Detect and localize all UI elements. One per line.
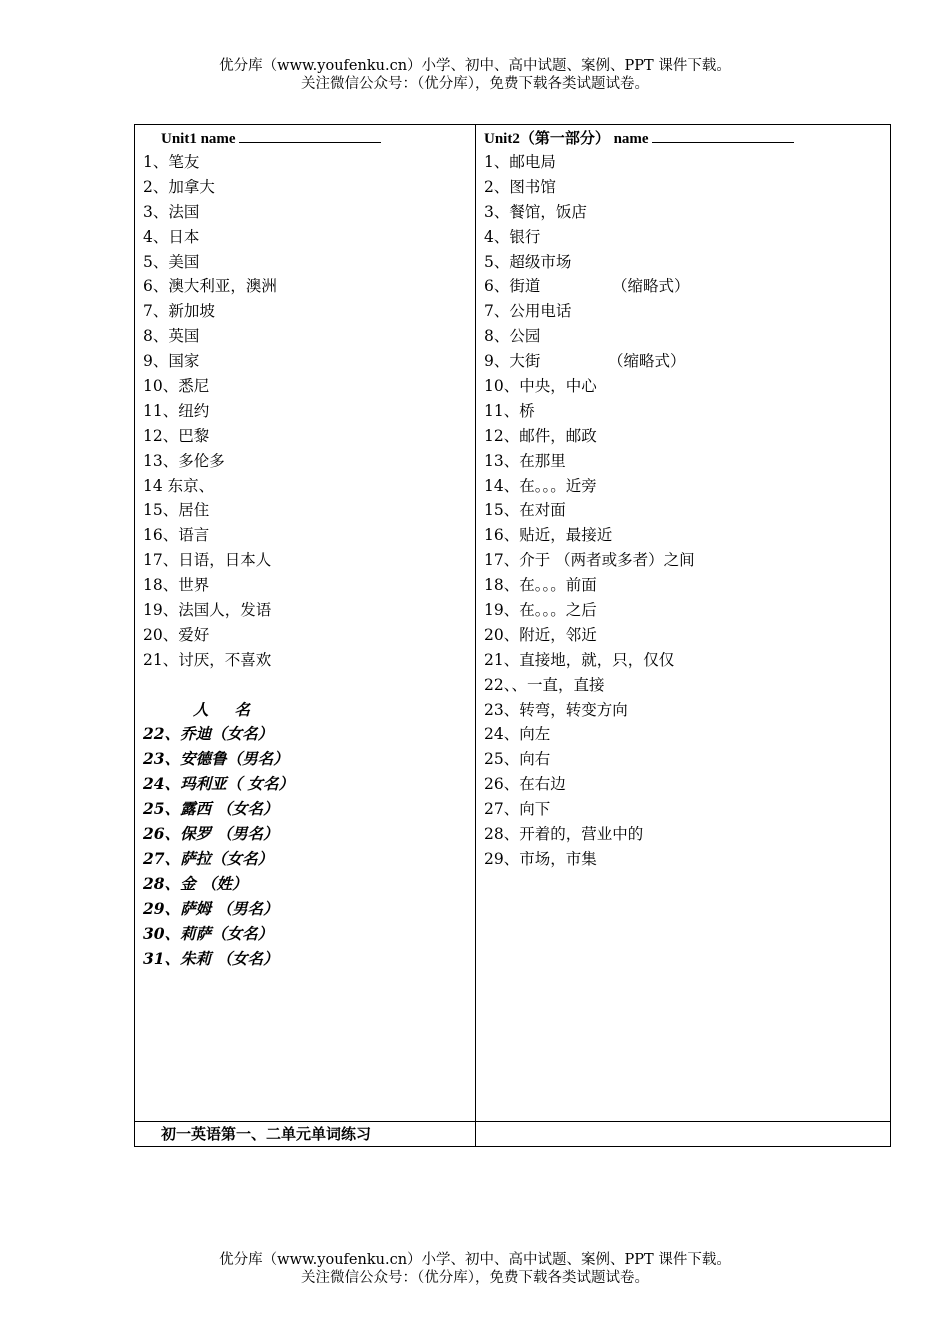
list-item: 4、日本 xyxy=(143,227,200,246)
list-item: 17、日语，日本人 xyxy=(143,551,272,570)
list-item: 12、邮件，邮政 xyxy=(484,426,597,445)
name-item: 31、朱莉 （女名） xyxy=(143,948,279,968)
list-item: 15、在对面 xyxy=(484,501,566,520)
footer-divider xyxy=(135,1121,890,1122)
list-item: 6、澳大利亚，澳洲 xyxy=(143,277,277,296)
name-item: 25、露西 （女名） xyxy=(143,799,279,819)
worksheet-table xyxy=(134,124,891,1147)
list-item: 8、公园 xyxy=(484,327,541,346)
banner-line-1: 优分库（www.youfenku.cn）小学、初中、高中试题、案例、PPT 课件下载。 xyxy=(219,1252,731,1268)
name-blank[interactable] xyxy=(652,128,794,143)
list-item: 12、巴黎 xyxy=(143,426,210,445)
unit2-word-list xyxy=(484,150,884,872)
list-item: 3、餐馆，饭店 xyxy=(484,202,587,221)
names-subheading: 人 名 xyxy=(193,699,251,719)
name-item: 23、安德鲁（男名） xyxy=(143,749,289,769)
list-item: 7、公用电话 xyxy=(484,302,572,321)
name-item: 30、莉萨（女名） xyxy=(143,923,274,943)
list-item: 29、市场，市集 xyxy=(484,849,597,868)
list-item: 2、加拿大 xyxy=(143,177,215,196)
list-item: 11、桥 xyxy=(484,401,535,420)
banner-line-2: 关注微信公众号：（优分库），免费下载各类试题试卷。 xyxy=(301,1270,649,1286)
list-item: 4、银行 xyxy=(484,227,541,246)
worksheet-title: 初一英语第一、二单元单词练习 xyxy=(161,1125,372,1143)
list-item: 10、悉尼 xyxy=(143,377,210,396)
name-item: 27、萨拉（女名） xyxy=(143,848,274,868)
list-item: 13、多伦多 xyxy=(143,451,225,470)
list-item: 25、向右 xyxy=(484,750,551,769)
unit1-word-list xyxy=(143,150,468,673)
name-item: 24、玛利亚（ 女名） xyxy=(143,774,294,794)
list-item: 19、法国人，发语 xyxy=(143,601,272,620)
list-item: 20、附近，邻近 xyxy=(484,625,597,644)
name-item: 22、乔迪（女名） xyxy=(143,724,274,744)
list-item: 5、美国 xyxy=(143,252,200,271)
list-item: 16、语言 xyxy=(143,526,210,545)
list-item: 21、讨厌，不喜欢 xyxy=(143,650,272,669)
unit1-column xyxy=(143,128,468,971)
list-item: 27、向下 xyxy=(484,800,551,819)
name-item: 26、保罗 （男名） xyxy=(143,824,279,844)
list-item: 18、在。。。前面 xyxy=(484,576,597,595)
list-item: 14、在。。。近旁 xyxy=(484,476,597,495)
list-item: 17、介于 （两者或多者）之间 xyxy=(484,551,695,570)
list-item: 1、笔友 xyxy=(143,153,200,171)
abbreviation-note: （缩略式） xyxy=(612,277,690,296)
list-item: 15、居住 xyxy=(143,501,210,520)
list-item: 21、直接地，就，只，仅仅 xyxy=(484,650,675,669)
list-item: 10、中央，中心 xyxy=(484,377,597,396)
name-item: 28、金 （姓） xyxy=(143,873,248,893)
list-item: 7、新加坡 xyxy=(143,302,215,321)
list-item: 11、纽约 xyxy=(143,401,210,420)
list-item: 2、图书馆 xyxy=(484,177,556,196)
abbreviation-note: （缩略式） xyxy=(608,352,686,371)
list-item: 6、街道 （缩略式） xyxy=(484,274,884,299)
list-item: 18、世界 xyxy=(143,576,210,595)
list-item: 9、大街 （缩略式） xyxy=(484,349,884,374)
footer-banner xyxy=(0,1251,950,1287)
list-item: 22、、一直，直接 xyxy=(484,675,605,694)
banner-line-2: 关注微信公众号：（优分库），免费下载各类试题试卷。 xyxy=(301,76,649,92)
list-item: 3、法国 xyxy=(143,202,200,221)
list-item: 16、贴近，最接近 xyxy=(484,526,613,545)
list-item: 13、在那里 xyxy=(484,451,566,470)
name-blank[interactable] xyxy=(239,128,381,143)
list-item: 14 东京、 xyxy=(143,476,215,495)
list-item: 5、超级市场 xyxy=(484,252,572,271)
list-item: 24、向左 xyxy=(484,725,551,744)
names-list xyxy=(143,722,468,971)
unit2-heading: Unit2（第一部分） name xyxy=(484,128,884,150)
list-item: 23、转弯，转变方向 xyxy=(484,700,628,719)
list-item: 28、开着的，营业中的 xyxy=(484,825,644,844)
list-item: 19、在。。。之后 xyxy=(484,601,597,620)
list-item: 20、爱好 xyxy=(143,625,210,644)
list-item: 8、英国 xyxy=(143,327,200,346)
name-item: 29、萨姆 （男名） xyxy=(143,898,279,918)
list-item: 26、在右边 xyxy=(484,775,566,794)
unit1-heading: Unit1 name xyxy=(143,128,468,150)
list-item: 9、国家 xyxy=(143,352,200,371)
banner-line-1: 优分库（www.youfenku.cn）小学、初中、高中试题、案例、PPT 课件下载。 xyxy=(219,58,731,74)
header-banner xyxy=(0,57,950,93)
list-item: 1、邮电局 xyxy=(484,153,556,171)
unit2-column xyxy=(484,128,884,872)
column-divider xyxy=(475,125,476,1146)
